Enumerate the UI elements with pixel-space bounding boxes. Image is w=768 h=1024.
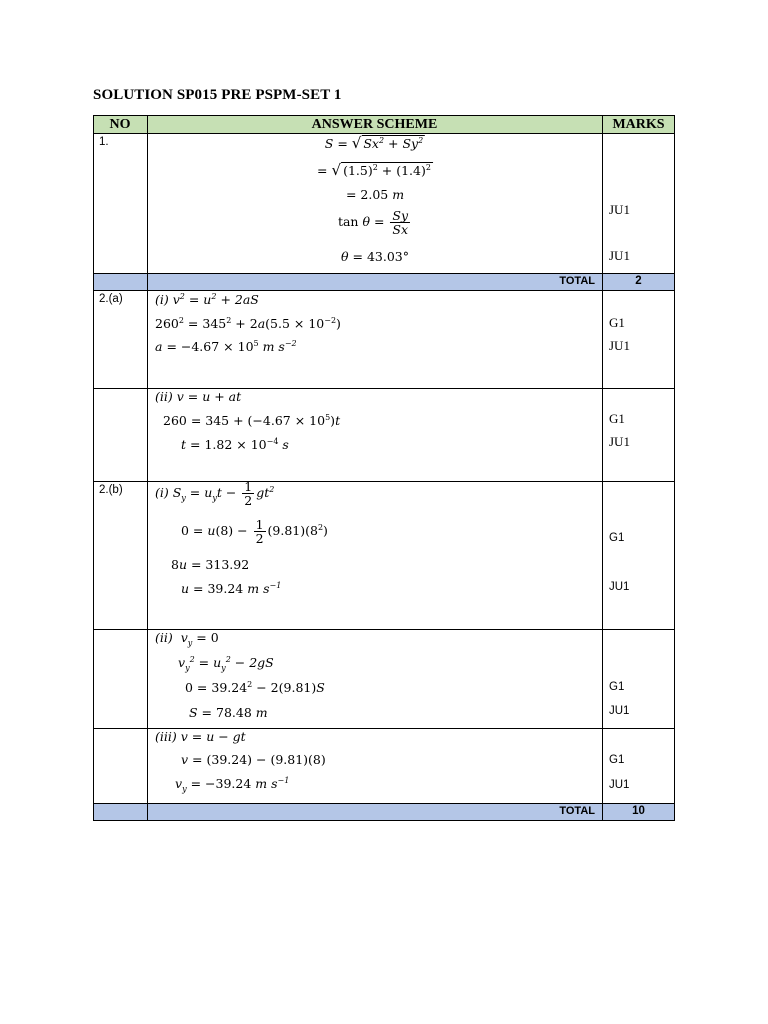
mark-label: JU1 — [609, 779, 630, 791]
equation: u = 39.24 m $s^{-1}$ — [181, 581, 282, 597]
question-number: 2.(a) — [99, 293, 123, 305]
equation: S = √ $Sx^2 + Sy^2$ — [324, 134, 424, 152]
equation: $t = 1.82 \times 10^{-4}$ s — [181, 437, 289, 453]
equation: (ii) v = u + at — [155, 389, 242, 404]
mark-label: JU1 — [609, 581, 630, 593]
equation: (i) $v^2 = u^2 + 2aS$ — [155, 292, 259, 308]
equation: θ = 43.03° — [341, 249, 409, 264]
mark-label: JU1 — [609, 705, 630, 717]
equation: $v_y^2 = u_y^2 - 2gS$ — [178, 655, 274, 673]
question-number: 2.(b) — [99, 484, 123, 496]
total-label: TOTAL — [559, 805, 595, 817]
header-answer-scheme: ANSWER SCHEME — [311, 117, 438, 132]
mark-label: G1 — [609, 315, 625, 330]
mark-label: G1 — [609, 681, 625, 693]
equation: S = 78.48 m — [189, 705, 268, 720]
equation: $a = -4.67 \times 10^5$ m $s^{-2}$ — [155, 339, 297, 355]
mark-label: JU1 — [609, 202, 630, 217]
mark-label: JU1 — [609, 338, 630, 353]
header-no: NO — [109, 117, 131, 132]
header-marks: MARKS — [612, 117, 665, 132]
equation: v = (39.24) − (9.81)(8) — [181, 752, 326, 767]
mark-label: G1 — [609, 411, 625, 426]
equation: $260 = 345 + (-4.67 \times 10^5)t$ — [163, 413, 341, 429]
total-value: 2 — [635, 275, 642, 287]
answer-scheme-table — [93, 115, 675, 821]
equation: = 2.05 m — [345, 187, 405, 202]
mark-label: JU1 — [609, 248, 630, 263]
equation: (i) $S_y = u_yt$ − $\frac{1}{2}$ $gt^2$ — [155, 479, 275, 508]
equation: 8u = 313.92 — [171, 557, 250, 572]
total-value: 10 — [632, 805, 645, 817]
equation: = √ $(1.5)^2 + (1.4)^2$ — [317, 161, 431, 179]
mark-label: G1 — [609, 532, 625, 544]
equation: (iii) v = u − gt — [155, 729, 246, 744]
equation: tan θ = $\frac{Sy}{Sx}$ — [337, 208, 409, 237]
equation: $0 = 39.24^2 - 2(9.81)S$ — [185, 680, 325, 696]
mark-label: G1 — [609, 754, 625, 766]
question-number: 1. — [99, 136, 109, 148]
equation: $v_y = -39.24$ m $s^{-1}$ — [175, 776, 290, 794]
document-title: SOLUTION SP015 PRE PSPM-SET 1 — [93, 87, 342, 103]
mark-label: JU1 — [609, 434, 630, 449]
equation: 0 = u(8) − $\frac{1}{2}$ $(9.81)(8^2)$ — [181, 517, 328, 546]
equation: $260^2 = 345^2 + 2a(5.5 \times 10^{-2})$ — [155, 316, 341, 332]
total-label: TOTAL — [559, 275, 595, 287]
equation: (ii) $v_y = 0$ — [155, 630, 219, 648]
